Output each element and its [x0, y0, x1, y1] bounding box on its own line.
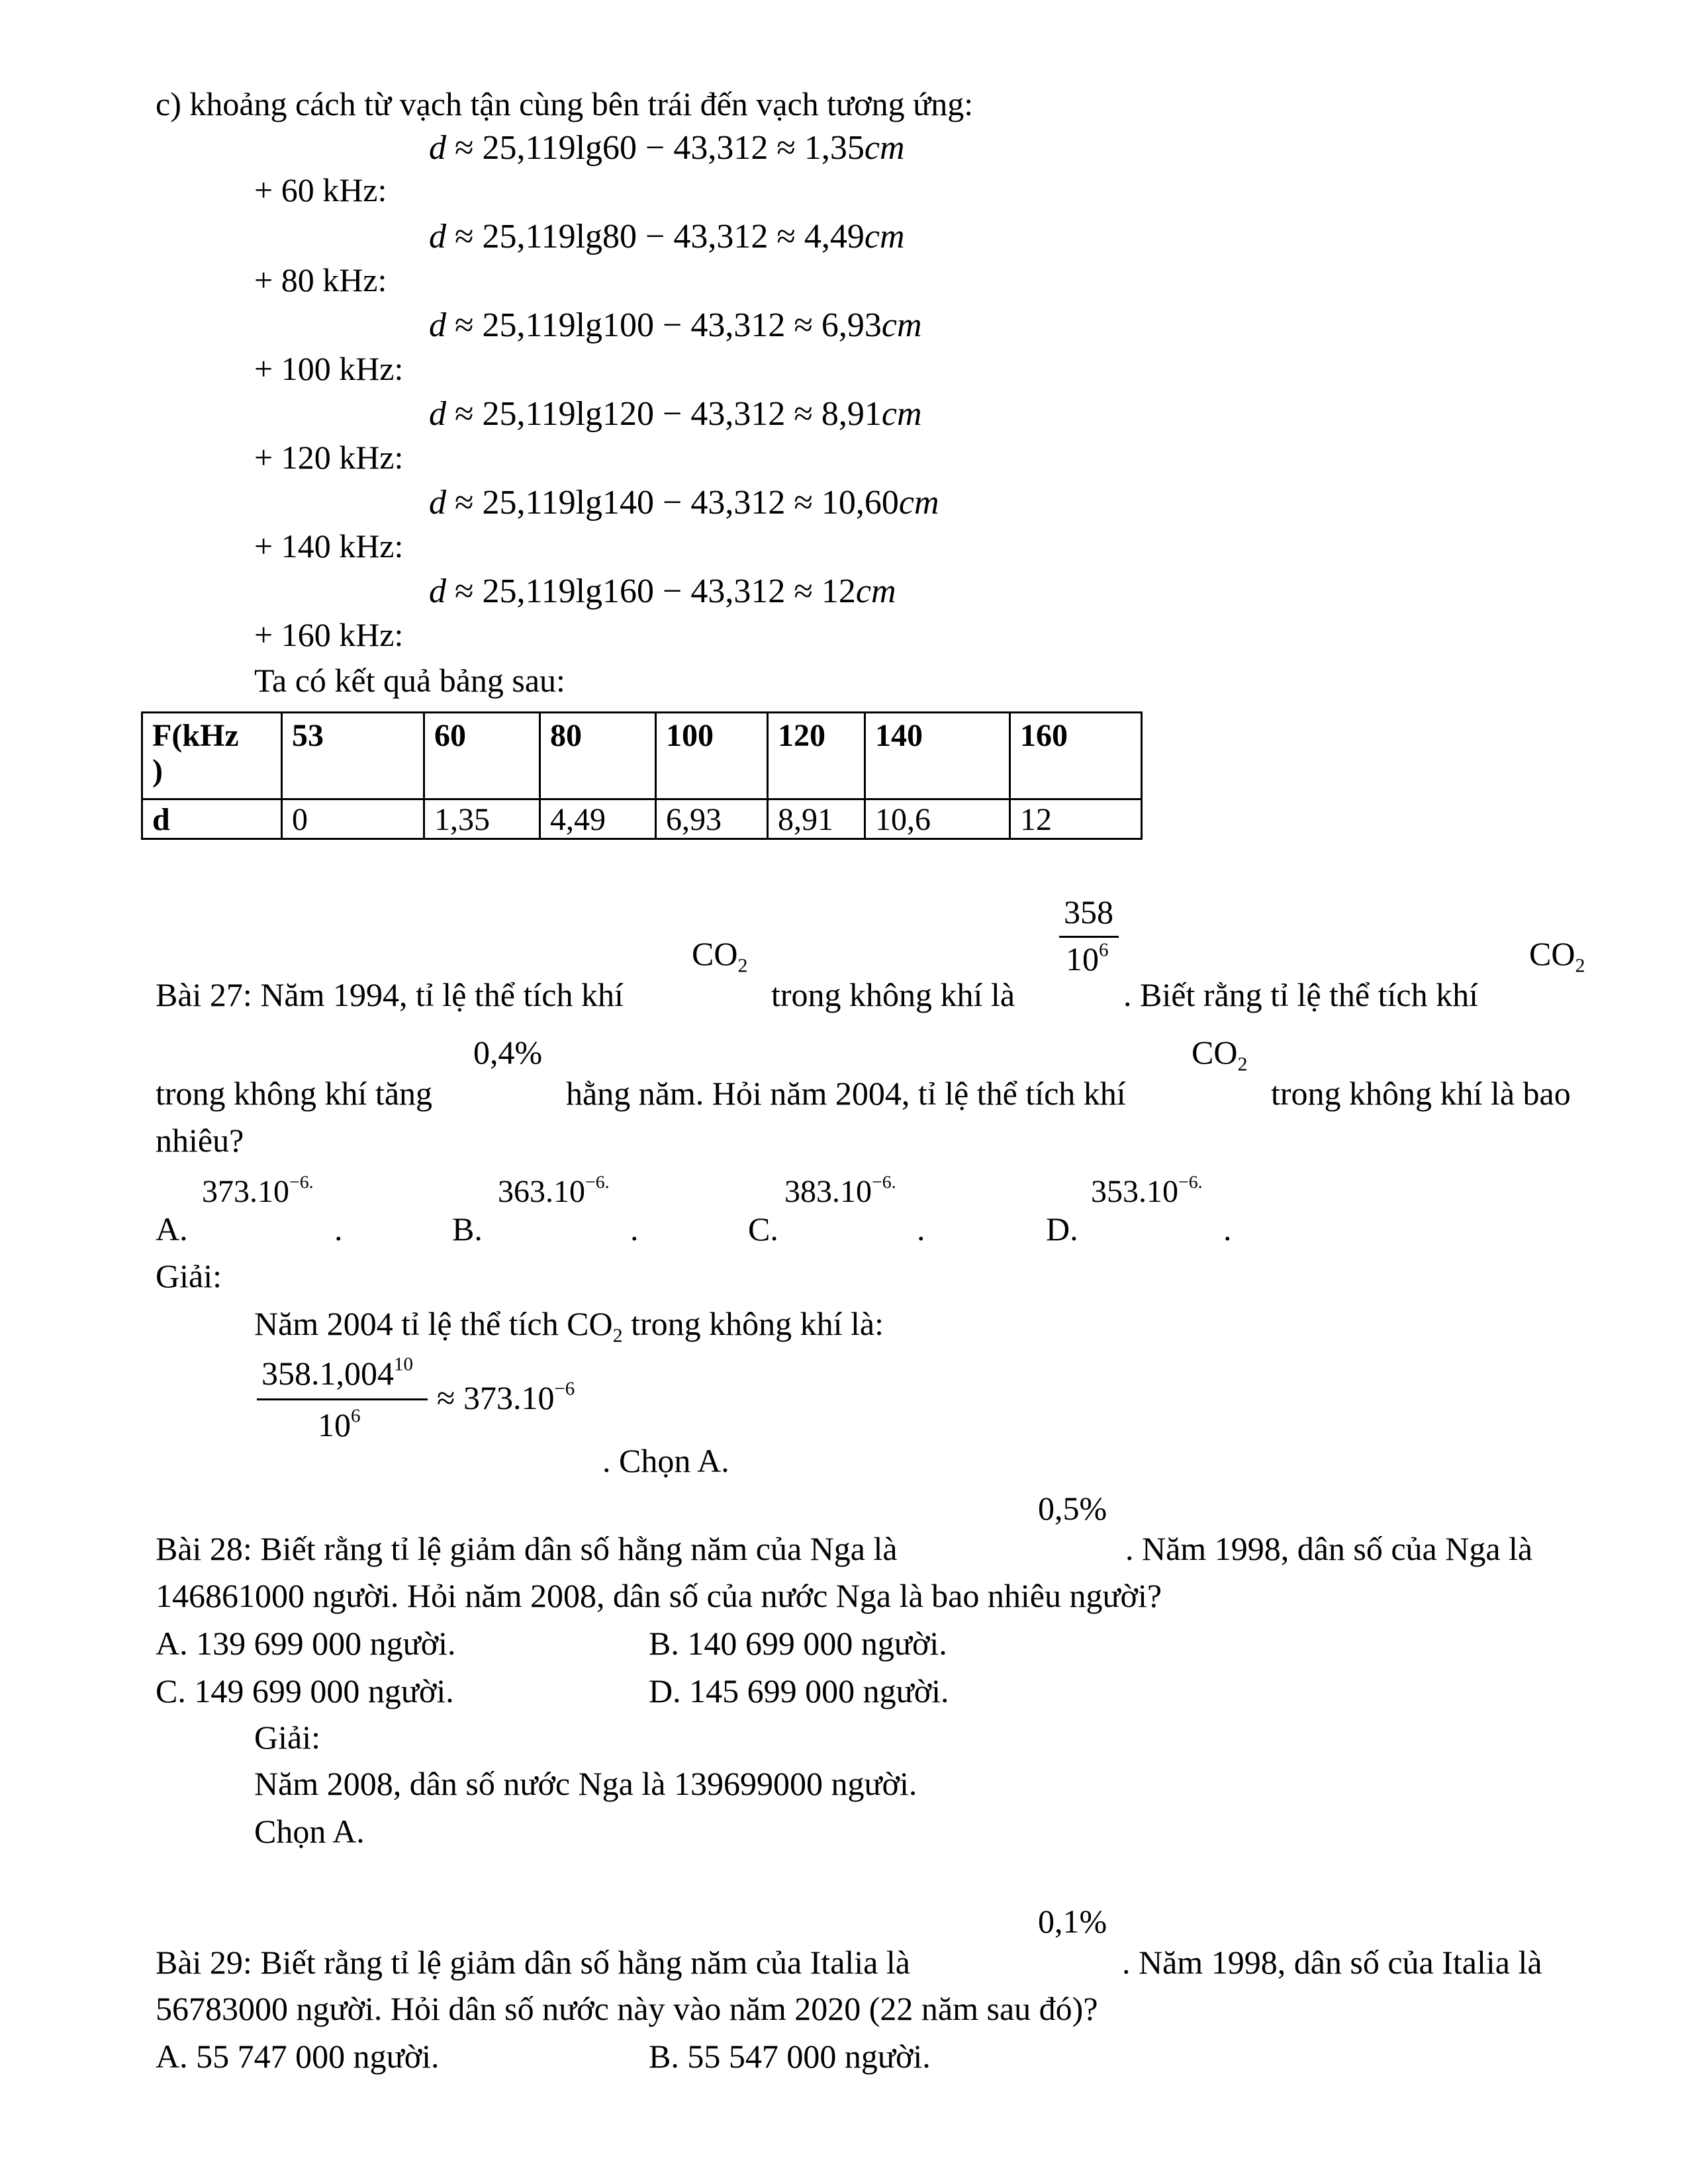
table-cell: 12	[1010, 799, 1142, 839]
bai29-option-a: A. 55 747 000 người.	[156, 2038, 440, 2075]
bai28-option-a: A. 139 699 000 người.	[156, 1625, 456, 1662]
bai27-line1-c: . Biết rằng tỉ lệ thể tích khí	[1123, 976, 1478, 1013]
bai27-option-d-letter: D.	[1046, 1210, 1078, 1248]
bai29-line1-b: . Năm 1998, dân số của Italia là	[1122, 1944, 1542, 1981]
bai28-option-d: D. 145 699 000 người.	[649, 1672, 949, 1709]
equation-60khz: d ≈ 25,119lg60 − 43,312 ≈ 1,35cm	[429, 129, 905, 167]
bai27-rate: 0,4%	[473, 1034, 543, 1071]
bai27-line2-b: hằng năm. Hỏi năm 2004, tỉ lệ thể tích khí	[566, 1075, 1126, 1112]
label-100khz: + 100 kHz:	[254, 350, 404, 387]
label-80khz: + 80 kHz:	[254, 261, 387, 298]
bai28-option-c: C. 149 699 000 người.	[156, 1672, 454, 1709]
bai27-line2-a: trong không khí tăng	[156, 1075, 433, 1112]
table-cell: d	[142, 799, 282, 839]
table-header-cell: 60	[424, 713, 540, 799]
bai27-option-a-letter: A.	[156, 1210, 188, 1248]
equation-80khz: d ≈ 25,119lg80 − 43,312 ≈ 4,49cm	[429, 218, 905, 255]
bai27-option-c-letter: C.	[748, 1210, 778, 1248]
bai28-giai: Giải:	[254, 1719, 320, 1756]
bai27-line1-a: Bài 27: Năm 1994, tỉ lệ thể tích khí	[156, 976, 624, 1013]
bai27-line2-c: trong không khí là bao	[1271, 1075, 1571, 1112]
bai27-option-d-value: $353.10^{-6.}$	[1091, 1172, 1203, 1209]
results-table	[141, 711, 1143, 840]
table-row	[142, 799, 1142, 839]
bai27-sol-den: $10^6$	[318, 1405, 361, 1443]
bai29-rate: 0,1%	[1038, 1903, 1107, 1940]
table-header-cell: 100	[656, 713, 768, 799]
bai28-rate: 0,5%	[1038, 1490, 1107, 1527]
table-header-cell: 80	[540, 713, 656, 799]
bai27-sol-rhs: ≈ $373.10^{-6}$	[437, 1378, 575, 1416]
bai28-line1-a: Bài 28: Biết rằng tỉ lệ giảm dân số hằng năm của Nga là	[156, 1530, 898, 1567]
table-header-cell: 160	[1010, 713, 1142, 799]
bai27-solution-text: Năm 2004 tỉ lệ thể tích $CO_2$ trong không khí là:	[254, 1305, 884, 1347]
bai29-line2: 56783000 người. Hỏi dân số nước này vào năm 2020 (22 năm sau đó)?	[156, 1990, 1098, 2027]
table-cell: 1,35	[424, 799, 540, 839]
bai27-option-b-letter: B.	[452, 1210, 483, 1248]
bai27-option-a-dot: .	[334, 1210, 343, 1248]
label-140khz: + 140 kHz:	[254, 527, 404, 565]
table-cell: 8,91	[768, 799, 865, 839]
bai28-line1-b: . Năm 1998, dân số của Nga là	[1125, 1530, 1533, 1567]
table-header-cell: F(kHz )	[142, 713, 282, 799]
table-header-row	[142, 713, 1142, 799]
bai27-line1-b: trong không khí là	[771, 976, 1015, 1013]
bai28-solution: Năm 2008, dân số nước Nga là 139699000 người.	[254, 1765, 917, 1802]
table-cell: 6,93	[656, 799, 768, 839]
bai27-frac-bar	[1059, 936, 1119, 938]
bai27-option-b-value: $363.10^{-6.}$	[498, 1172, 610, 1209]
bai27-frac-num: 358	[1064, 893, 1113, 931]
label-160khz: + 160 kHz:	[254, 616, 404, 653]
bai27-sol-num: 358.1,004$^{10}$	[261, 1353, 413, 1392]
bai27-option-a-value: $373.10^{-6.}$	[202, 1172, 314, 1209]
bai27-co2-2: $CO_2$	[1529, 935, 1585, 977]
table-cell: 0	[282, 799, 424, 839]
bai27-option-b-dot: .	[630, 1210, 639, 1248]
bai27-co2-1: $CO_2$	[692, 935, 748, 977]
bai27-line3: nhiêu?	[156, 1122, 244, 1159]
table-header-cell: 53	[282, 713, 424, 799]
bai27-choose: . Chọn A.	[602, 1442, 729, 1479]
equation-160khz: d ≈ 25,119lg160 − 43,312 ≈ 12cm	[429, 572, 896, 610]
label-60khz: + 60 kHz:	[254, 171, 387, 208]
label-120khz: + 120 kHz:	[254, 439, 404, 476]
equation-100khz: d ≈ 25,119lg100 − 43,312 ≈ 6,93cm	[429, 306, 922, 344]
bai27-giai: Giải:	[156, 1257, 222, 1295]
bai28-choose: Chọn A.	[254, 1813, 365, 1850]
bai29-option-b: B. 55 547 000 người.	[649, 2038, 931, 2075]
bai27-option-d-dot: .	[1223, 1210, 1232, 1248]
table-intro: Ta có kết quả bảng sau:	[254, 662, 565, 699]
bai28-option-b: B. 140 699 000 người.	[649, 1625, 947, 1662]
bai29-line1-a: Bài 29: Biết rằng tỉ lệ giảm dân số hằng năm của Italia là	[156, 1944, 910, 1981]
part-c-intro: c) khoảng cách từ vạch tận cùng bên trái đến vạch tương ứng:	[156, 85, 974, 122]
bai27-co2-3: $CO_2$	[1192, 1034, 1248, 1075]
table-header-cell: 120	[768, 713, 865, 799]
table-cell: 4,49	[540, 799, 656, 839]
bai28-line2: 146861000 người. Hỏi năm 2008, dân số của nước Nga là bao nhiêu người?	[156, 1577, 1162, 1614]
bai27-sol-frac-bar	[257, 1398, 428, 1400]
bai27-option-c-dot: .	[917, 1210, 925, 1248]
table-cell: 10,6	[865, 799, 1010, 839]
equation-120khz: d ≈ 25,119lg120 − 43,312 ≈ 8,91cm	[429, 395, 922, 433]
table-header-cell: 140	[865, 713, 1010, 799]
equation-140khz: d ≈ 25,119lg140 − 43,312 ≈ 10,60cm	[429, 484, 939, 522]
bai27-option-c-value: $383.10^{-6.}$	[784, 1172, 896, 1209]
bai27-frac-den: $10^6$	[1066, 939, 1109, 978]
